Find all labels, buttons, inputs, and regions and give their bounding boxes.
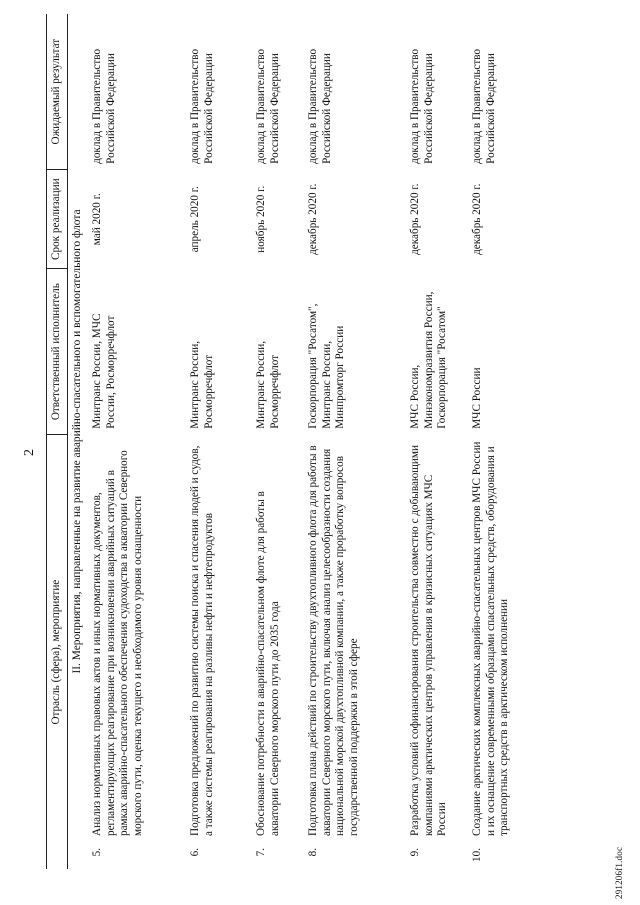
footer-file-code: 291206f1.doc xyxy=(614,846,624,899)
header-deadline: Срок реализации xyxy=(47,170,68,269)
table-row xyxy=(304,14,406,869)
row-deadline: ноябрь 2020 г. xyxy=(254,185,267,253)
page-number: 2 xyxy=(22,449,37,456)
row-measure: Подготовка плана действий по строительству двухтопливного флота для работы в акватории Северного морского пути, включая анализ целесообразности создания национальной морской двухтопливной компании, а также проработку вопросов государственной поддержки в этой сфере xyxy=(306,445,360,836)
table-header-row xyxy=(47,14,68,869)
section-row xyxy=(68,14,88,869)
row-executor: Минтранс России, Росморречфлот xyxy=(254,340,281,429)
table-row xyxy=(186,14,252,869)
row-measure: Создание арктических комплексных аварийно-спасательных центров МЧС России и их оснащение современными образцами спасательных средств, оборудования и транспортных средств в арктическом исполнении xyxy=(470,441,511,836)
header-result: Ожидаемый результат xyxy=(47,14,68,170)
row-executor: МЧС России xyxy=(470,367,483,429)
row-number: 6. xyxy=(188,848,201,857)
measures-table xyxy=(46,14,544,869)
row-number: 9. xyxy=(408,848,421,857)
row-executor: МЧС России, Минэкономразвития России, Госкорпорация "Росатом" xyxy=(408,291,449,429)
section-title: II. Мероприятия, направленные на развитие аварийно-спасательного и вспомогательного флота xyxy=(71,209,83,674)
row-number: 8. xyxy=(306,848,319,857)
row-executor: Минтранс России, МЧС России, Росморречфлот xyxy=(90,313,117,429)
header-executor: Ответственный исполнитель xyxy=(47,269,68,435)
row-result: доклад в Правительство Российской Федерации xyxy=(306,48,333,164)
row-result: доклад в Правительство Российской Федерации xyxy=(90,48,117,164)
row-result: доклад в Правительство Российской Федерации xyxy=(470,48,497,164)
row-executor: Госкорпорация "Росатом", Минтранс России, Минпромторг России xyxy=(306,303,347,429)
row-measure: Анализ нормативных правовых актов и иных нормативных документов, регламентирующих реагирование при возникновении аварийных ситуаций в рамках аварийно-спасательного обеспечения судоходства в акватории Северного морского пути, оценка текущего и необходимого уровня оснащенности xyxy=(90,450,144,836)
table-row xyxy=(252,14,304,869)
row-deadline: май 2020 г. xyxy=(90,193,103,246)
row-result: доклад в Правительство Российской Федерации xyxy=(188,48,215,164)
row-result: доклад в Правительство Российской Федерации xyxy=(254,48,281,164)
row-deadline: декабрь 2020 г. xyxy=(470,183,483,255)
row-executor: Минтранс России, Росморречфлот xyxy=(188,340,215,429)
table-row xyxy=(88,14,186,869)
row-result: доклад в Правительство Российской Федерации xyxy=(408,48,435,164)
row-measure: Обоснование потребности в аварийно-спасательном флоте для работы в акватории Северного морского пути до 2035 года xyxy=(254,491,281,836)
table-row xyxy=(406,14,468,869)
table-row xyxy=(468,14,544,869)
row-number: 7. xyxy=(254,848,267,857)
header-measure: Отрасль (сфера), мероприятие xyxy=(47,435,68,869)
row-measure: Разработка условий софинансирования строительства совместно с добывающими компаниями арктических центров управления в кризисных ситуациях МЧС России xyxy=(408,445,449,836)
row-number: 10. xyxy=(470,848,483,862)
row-deadline: апрель 2020 г. xyxy=(188,186,201,253)
row-deadline: декабрь 2020 г. xyxy=(306,183,319,255)
row-deadline: декабрь 2020 г. xyxy=(408,183,421,255)
row-number: 5. xyxy=(90,848,103,857)
row-measure: Подготовка предложений по развитию системы поиска и спасения людей и судов, а также системы реагирования на разливы нефти и нефтепродуктов xyxy=(188,445,215,836)
